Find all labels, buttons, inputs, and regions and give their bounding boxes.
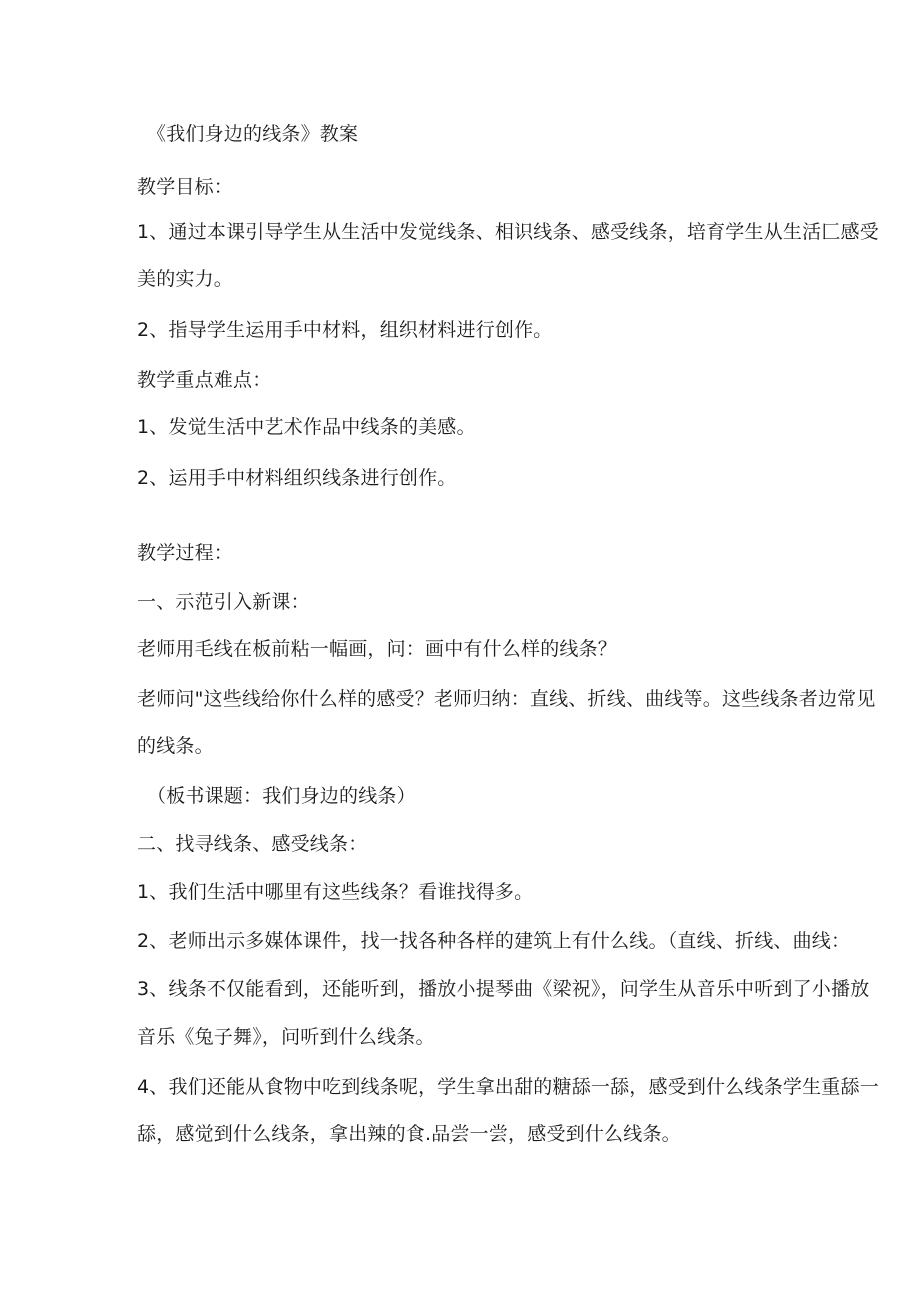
step-2: 2、老师出示多媒体课件，找一找各种各样的建筑上有什么线。（直线、折线、曲线： [137, 930, 851, 952]
section-1-paragraph-1: 老师用毛线在板前粘一幅画，问：画中有什么样的线条？ [137, 638, 618, 660]
process-heading: 教学过程： [137, 542, 234, 564]
step-4-line-2: 舔，感觉到什么线条，拿出辣的食.品尝一尝，感受到什么线条。 [137, 1123, 681, 1145]
objective-1-line-2: 美的实力。 [137, 268, 234, 290]
key-points-heading: 教学重点难点： [137, 369, 272, 391]
key-point-2: 2、运用手中材料组织线条进行创作。 [137, 467, 457, 489]
step-3-line-1: 3、线条不仅能看到，还能听到，播放小提琴曲《梁祝》，问学生从音乐中听到了小播放 [137, 978, 870, 1000]
board-title: （板书课题：我们身边的线条） [147, 785, 416, 807]
objective-2: 2、指导学生运用手中材料，组织材料进行创作。 [137, 319, 553, 341]
step-1: 1、我们生活中哪里有这些线条？看谁找得多。 [137, 881, 534, 903]
document-title: 《我们身边的线条》教案 [147, 123, 359, 145]
section-2-heading: 二、找寻线条、感受线条： [137, 833, 368, 855]
section-1-paragraph-2-line-2: 的线条。 [137, 735, 214, 757]
section-1-heading: 一、示范引入新课： [137, 591, 310, 613]
step-4-line-1: 4、我们还能从食物中吃到线条呢，学生拿出甜的糖舔一舔，感受到什么线条学生重舔一 [137, 1076, 879, 1098]
key-point-1: 1、发觉生活中艺术作品中线条的美感。 [137, 416, 476, 438]
section-1-paragraph-2-line-1: 老师问"这些线给你什么样的感受？老师归纳：直线、折线、曲线等。这些线条者边常见 [137, 688, 876, 710]
objectives-heading: 教学目标： [137, 176, 234, 198]
objective-1-line-1: 1、通过本课引导学生从生活中发觉线条、相识线条、感受线条，培育学生从生活匚感受 [137, 221, 879, 243]
step-3-line-2: 音乐《兔子舞》，问听到什么线条。 [137, 1026, 435, 1048]
